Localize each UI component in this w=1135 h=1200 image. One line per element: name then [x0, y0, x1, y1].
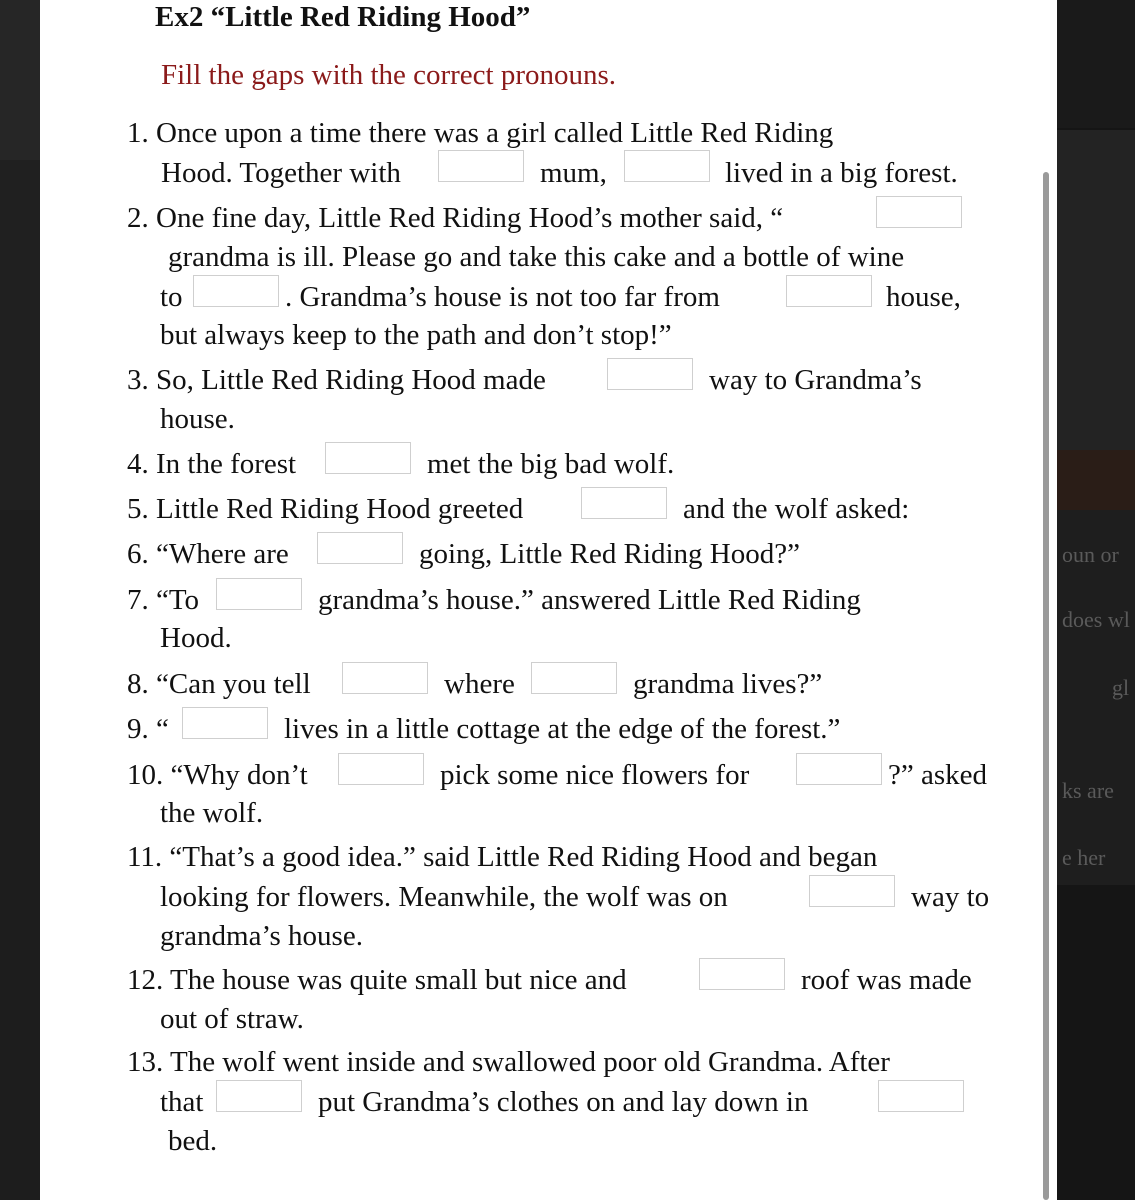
sentence-line: that	[160, 1086, 204, 1118]
background-text-fragment: does wl	[1062, 607, 1130, 632]
scrollbar[interactable]	[1043, 172, 1049, 1200]
sentence-line: the wolf.	[160, 797, 264, 829]
sentence-line: ?” asked	[888, 759, 988, 791]
sentence-line: house.	[160, 403, 235, 435]
sentence-line: roof was made	[801, 964, 972, 996]
pronoun-blank[interactable]	[216, 1080, 302, 1112]
sentence-line: grandma is ill. Please go and take this cake and a bottle of wine	[168, 241, 905, 273]
sentence-line: to	[160, 281, 183, 313]
sentence-line: out of straw.	[160, 1003, 304, 1035]
sentence-line: pick some nice flowers for	[440, 759, 750, 791]
exercise-instruction: Fill the gaps with the correct pronouns.	[161, 59, 617, 91]
sentence-line: 12. The house was quite small but nice and	[127, 964, 627, 996]
sentence-line: way to	[911, 881, 990, 913]
pronoun-blank[interactable]	[182, 707, 268, 739]
pronoun-blank[interactable]	[438, 150, 524, 182]
sentence-line: grandma’s house.” answered Little Red Riding	[318, 584, 861, 616]
sentence-line: met the big bad wolf.	[427, 448, 675, 480]
pronoun-blank[interactable]	[809, 875, 895, 907]
sentence-line: where	[444, 668, 515, 700]
background-text-fragment: ks are	[1062, 778, 1114, 803]
background-right-panel	[1057, 130, 1135, 450]
sentence-line: 7. “To	[127, 584, 200, 616]
exercise-title: Ex2 “Little Red Riding Hood”	[155, 1, 531, 33]
sentence-line: way to Grandma’s	[709, 364, 922, 396]
sentence-line: and the wolf asked:	[683, 493, 910, 525]
sentence-line: 9. “	[127, 713, 169, 745]
sentence-line: lives in a little cottage at the edge of the forest.”	[284, 713, 841, 745]
pronoun-blank[interactable]	[786, 275, 872, 307]
sentence-line: 6. “Where are	[127, 538, 289, 570]
sentence-line: Hood. Together with	[161, 157, 401, 189]
sentence-line: . Grandma’s house is not too far from	[285, 281, 720, 313]
background-right-top	[1057, 0, 1135, 128]
pronoun-blank[interactable]	[317, 532, 403, 564]
pronoun-blank[interactable]	[796, 753, 882, 785]
sentence-line: bed.	[168, 1125, 218, 1157]
background-text-fragment: e her	[1062, 845, 1106, 870]
pronoun-blank[interactable]	[338, 753, 424, 785]
sentence-line: put Grandma’s clothes on and lay down in	[318, 1086, 809, 1118]
sentence-line: 13. The wolf went inside and swallowed poor old Grandma. After	[127, 1046, 890, 1078]
sentence-line: lived in a big forest.	[725, 157, 958, 189]
sentence-line: Hood.	[160, 622, 232, 654]
pronoun-blank[interactable]	[607, 358, 693, 390]
pronoun-blank[interactable]	[325, 442, 411, 474]
background-text-fragment: gl	[1112, 675, 1130, 700]
background-right-accent	[1057, 450, 1135, 510]
sentence-line: 5. Little Red Riding Hood greeted	[127, 493, 524, 525]
pronoun-blank[interactable]	[531, 662, 617, 694]
pronoun-blank[interactable]	[624, 150, 710, 182]
pronoun-blank[interactable]	[699, 958, 785, 990]
pronoun-blank[interactable]	[193, 275, 279, 307]
sentence-line: but always keep to the path and don’t stop!”	[160, 319, 672, 351]
background-text-fragment: oun or	[1062, 542, 1119, 567]
pronoun-blank[interactable]	[878, 1080, 964, 1112]
sentence-line: grandma’s house.	[160, 920, 363, 952]
sentence-line: 8. “Can you tell	[127, 668, 311, 700]
sentence-line: going, Little Red Riding Hood?”	[419, 538, 800, 570]
sentence-line: mum,	[540, 157, 607, 189]
sentence-line: 4. In the forest	[127, 448, 297, 480]
sentence-line: 3. So, Little Red Riding Hood made	[127, 364, 546, 396]
sentence-line: grandma lives?”	[633, 668, 823, 700]
sentence-line: house,	[886, 281, 961, 313]
sentence-line: 10. “Why don’t	[127, 759, 308, 791]
sentence-line: 1. Once upon a time there was a girl called Little Red Riding	[127, 117, 834, 149]
sentence-line: looking for flowers. Meanwhile, the wolf was on	[160, 881, 728, 913]
pronoun-blank[interactable]	[581, 487, 667, 519]
pronoun-blank[interactable]	[216, 578, 302, 610]
sentence-line: 11. “That’s a good idea.” said Little Red Riding Hood and began	[127, 841, 878, 873]
background-left-panel	[0, 160, 40, 510]
sentence-line: 2. One fine day, Little Red Riding Hood’s mother said, “	[127, 202, 784, 234]
pronoun-blank[interactable]	[342, 662, 428, 694]
background-left-top	[0, 0, 40, 160]
pronoun-blank[interactable]	[876, 196, 962, 228]
